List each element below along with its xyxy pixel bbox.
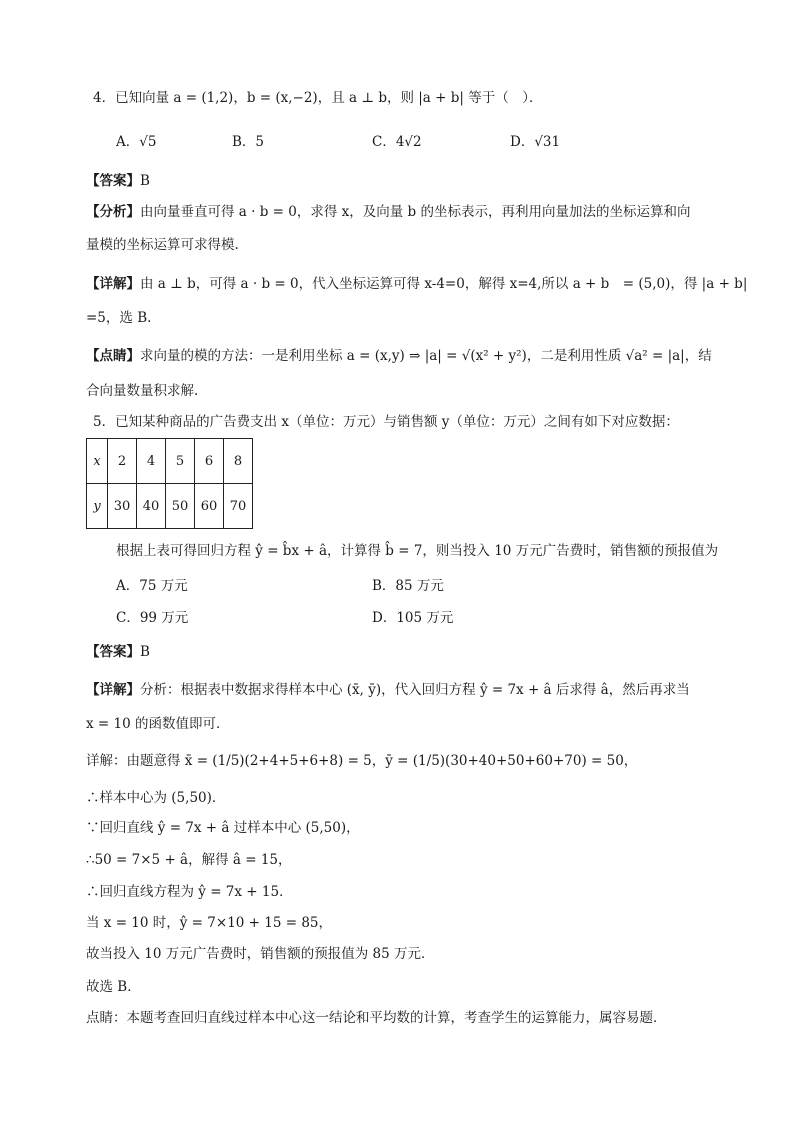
q5-step: 详解：由题意得 x̄ = (1/5)(2+4+5+6+8) = 5，ȳ = (1/5)(30+40+50+60+70) = 50， [86, 753, 638, 769]
table-cell: 40 [137, 484, 166, 529]
q4-analysis [86, 202, 690, 222]
q4-detail-cont: =5，选 B. [86, 310, 152, 326]
table-cell: 30 [108, 484, 137, 529]
q5-choice-d: D．105 万元 [372, 610, 454, 626]
table-cell: 60 [195, 484, 224, 529]
q5-remark: 点睛：本题考查回归直线过样本中心这一结论和平均数的计算，考查学生的运算能力，属容易题． [86, 1010, 667, 1026]
data-table [86, 438, 253, 529]
q4-choice-d: D．√31 [510, 134, 561, 150]
table-row [87, 484, 253, 529]
table-cell: y [87, 484, 108, 529]
q5-step: 故选 B． [86, 979, 141, 995]
detail-text: 分析：根据表中数据求得样本中心 (x̄, ȳ)，代入回归方程 ŷ = 7x + â 后求得 â，然后再求当 [140, 682, 690, 698]
q5-step: 故当投入 10 万元广告费时，销售额的预报值为 85 万元． [86, 946, 435, 962]
q4-choice-c: C．4√2 [372, 134, 422, 150]
table-cell: 5 [166, 439, 195, 484]
q5-stem: 5．已知某种商品的广告费支出 x（单位：万元）与销售额 y（单位：万元）之间有如下对应数据： [93, 414, 679, 430]
analysis-text: 由向量垂直可得 a · b = 0，求得 x，及向量 b 的坐标表示，再利用向量加法的坐标运算和向 [140, 204, 691, 220]
q4-analysis-cont: 量模的坐标运算可求得模. [86, 237, 239, 253]
q5-detail-cont: x = 10 的函数值即可． [86, 716, 230, 732]
table-cell: 70 [224, 484, 253, 529]
q4-answer [86, 171, 150, 191]
table-cell: 8 [224, 439, 253, 484]
q5-step: ∵回归直线 ŷ = 7x + â 过样本中心 (5,50)， [86, 820, 360, 836]
q4-detail [86, 274, 747, 294]
remark-text: 求向量的模的方法：一是利用坐标 a = (x,y) ⇒ |a| = √(x² + y²)，二是利用性质 √a² = |a|，结 [140, 348, 712, 364]
q5-step: ∴样本中心为 (5,50)． [86, 790, 226, 806]
table-cell: 2 [108, 439, 137, 484]
q5-choice-b: B．85 万元 [372, 578, 444, 594]
q5-choice-c: C．99 万元 [116, 610, 189, 626]
q4-choice-a: A．√5 [116, 134, 157, 150]
q5-choice-a: A．75 万元 [116, 578, 188, 594]
q4-stem: 4．已知向量 a = (1,2)，b = (x,−2)，且 a ⊥ b，则 |a + b| 等于（ ）． [93, 90, 543, 106]
table-cell: 6 [195, 439, 224, 484]
q5-step: ∴回归直线方程为 ŷ = 7x + 15． [86, 884, 293, 900]
q4-remark [86, 346, 712, 366]
detail-text: 由 a ⊥ b，可得 a · b = 0，代入坐标运算可得 x-4=0，解得 x=4,所以 a + b = (5,0)，得 |a + b| [140, 276, 748, 292]
table-cell: x [87, 439, 108, 484]
q5-detail [86, 680, 690, 700]
table-cell: 50 [166, 484, 195, 529]
detail-tag: 【详解】 [86, 682, 140, 698]
detail-tag: 【详解】 [86, 276, 140, 292]
q5-step: 当 x = 10 时，ŷ = 7×10 + 15 = 85， [86, 915, 333, 931]
q5-answer [86, 642, 150, 662]
table-cell: 4 [137, 439, 166, 484]
answer-tag: 【答案】 [86, 173, 140, 189]
answer-value: B [140, 173, 150, 189]
q4-remark-cont: 合向量数量积求解. [86, 383, 199, 399]
q5-step: ∴50 = 7×5 + â，解得 â = 15， [86, 852, 292, 868]
q5-prompt: 根据上表可得回归方程 ŷ = b̂x + â，计算得 b̂ = 7，则当投入 10 万元广告费时，销售额的预报值为 [116, 543, 719, 559]
remark-tag: 【点睛】 [86, 348, 140, 364]
answer-tag: 【答案】 [86, 644, 140, 660]
q4-choice-b: B．5 [232, 134, 265, 150]
answer-value: B [140, 644, 150, 660]
table-row [87, 439, 253, 484]
analysis-tag: 【分析】 [86, 204, 140, 220]
